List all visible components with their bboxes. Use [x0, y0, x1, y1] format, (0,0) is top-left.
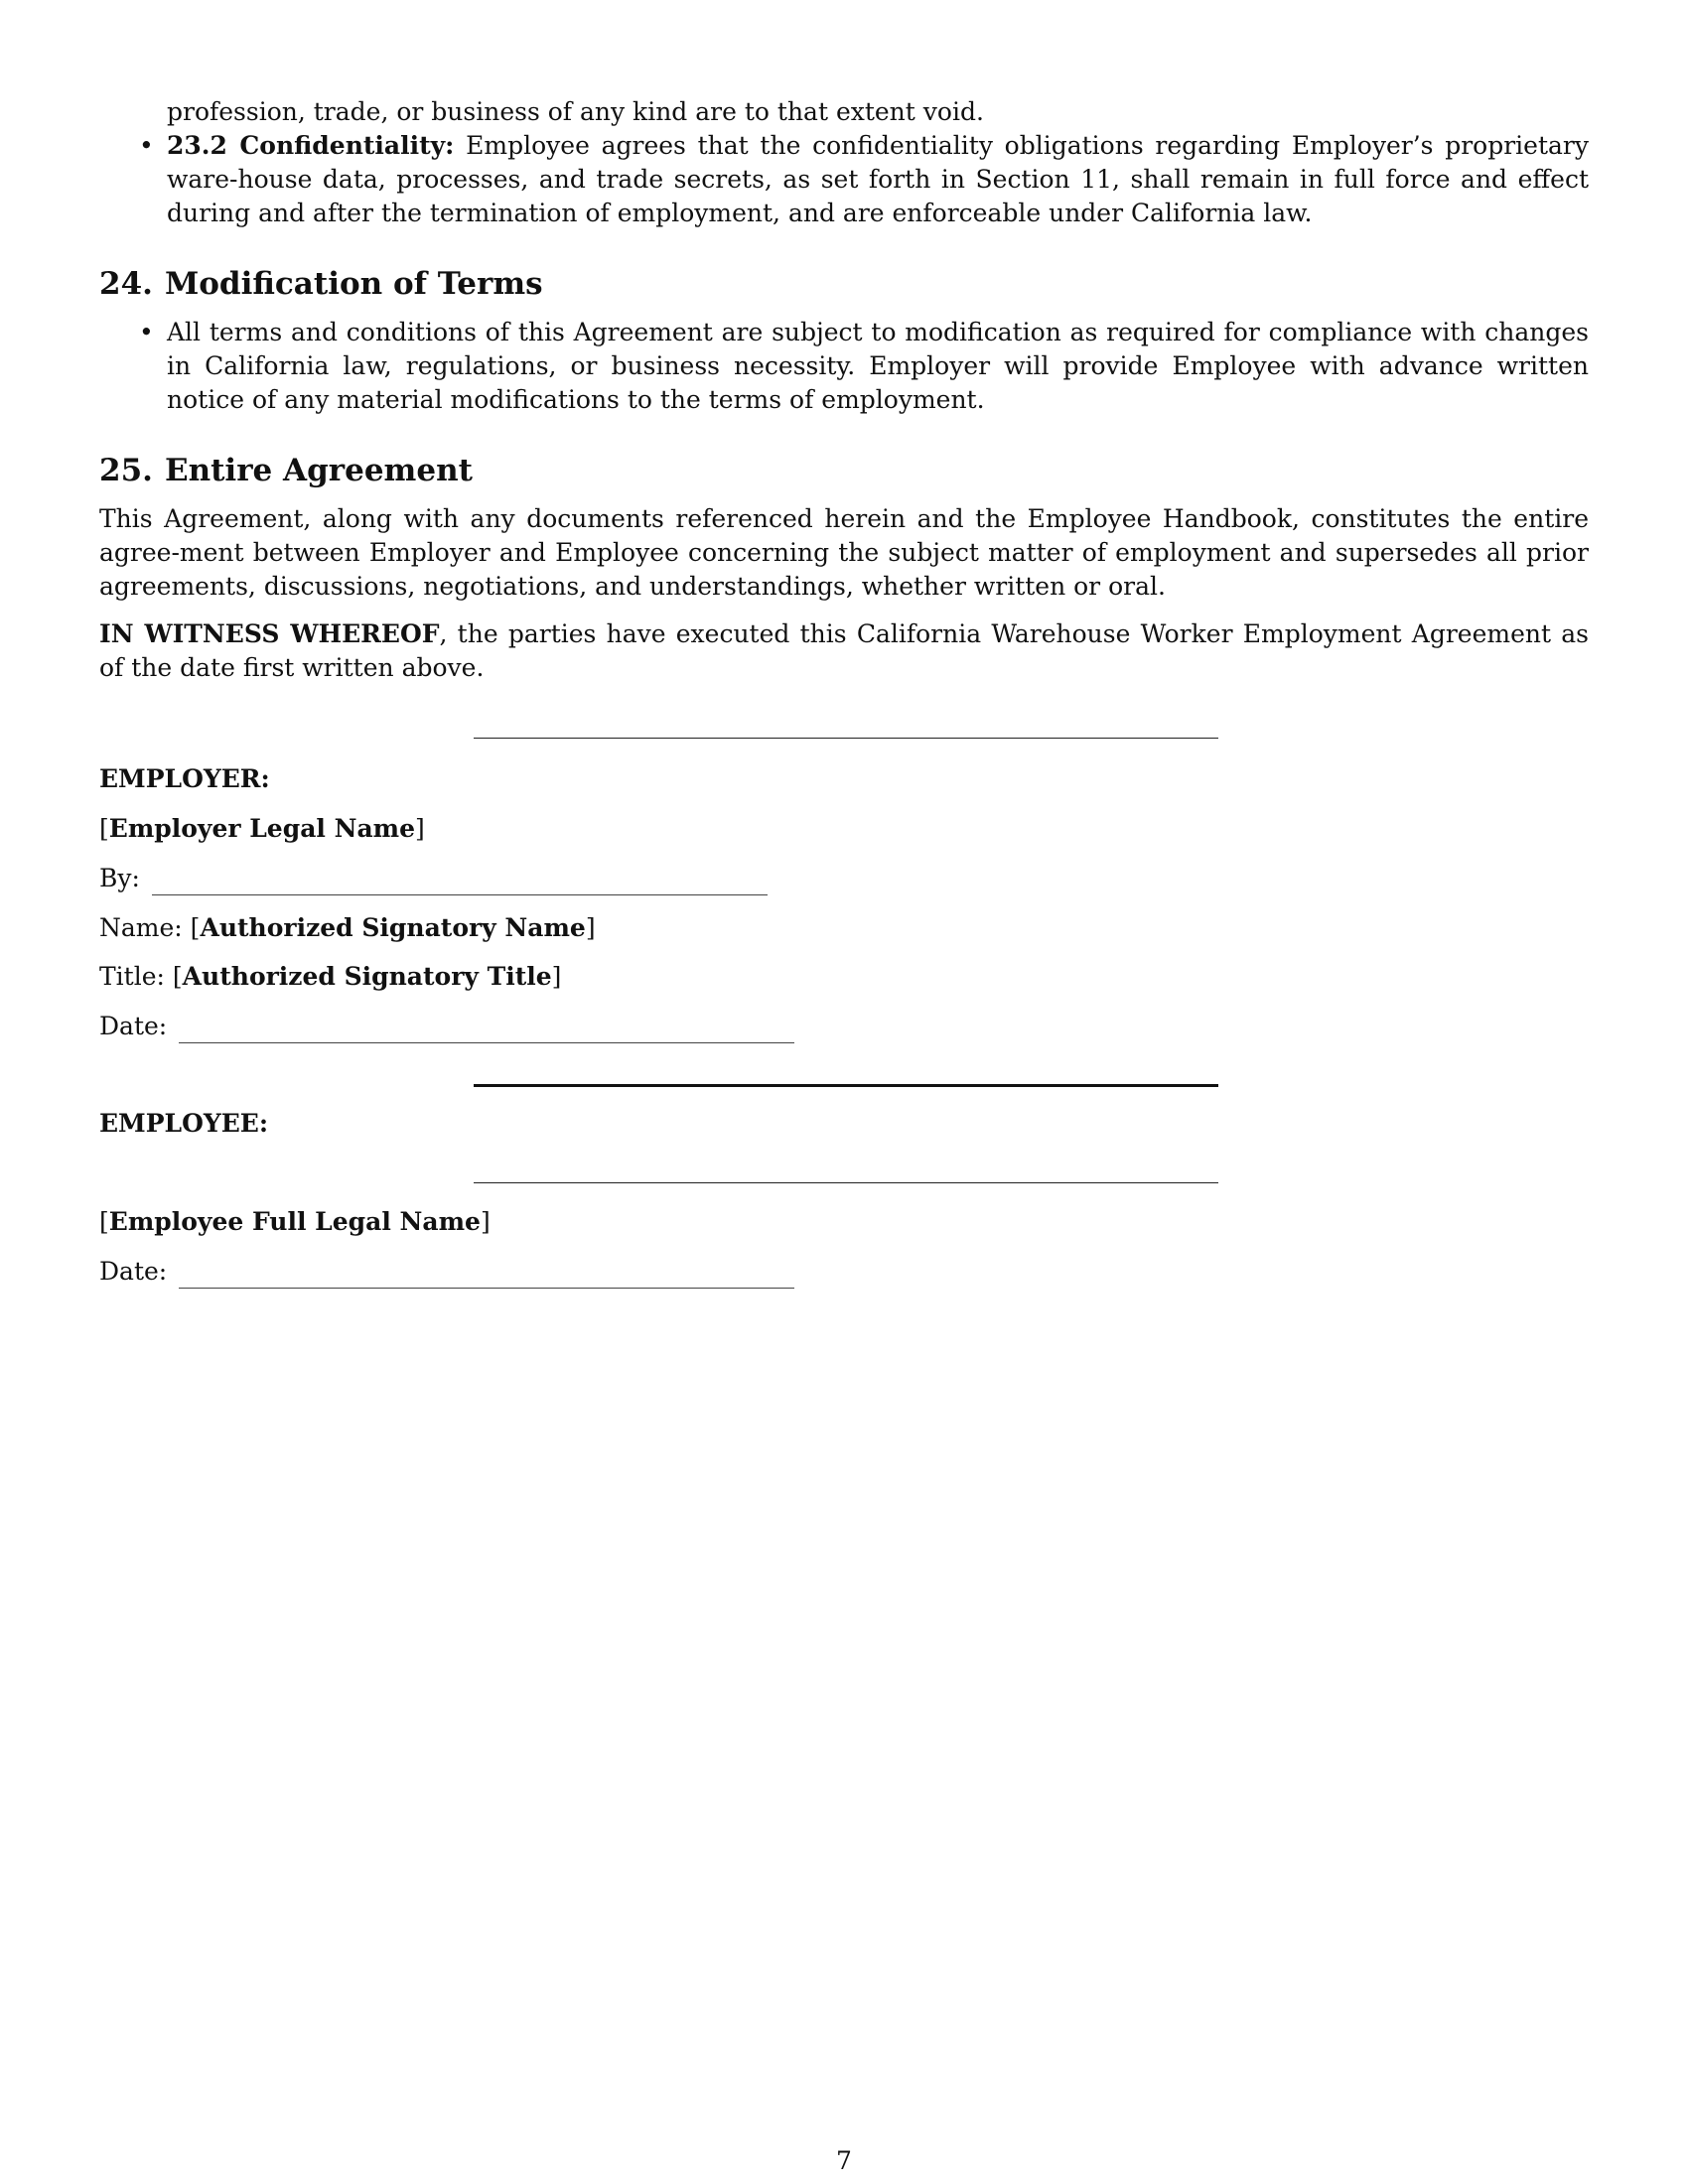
page-number: 7	[836, 2146, 852, 2175]
section-25-paragraph: This Agreement, along with any documents referenced herein and the Employee Handbook, constitutes the entire agree-ment between Employer and Employee concerning the subject matter of employment and supersedes all prior agreements, discussions, negotiations, and understandings, whether written or oral.	[99, 504, 1589, 601]
section-number: 25.	[99, 453, 153, 488]
divider-rule	[474, 738, 1218, 739]
date-label: Date:	[99, 1012, 168, 1040]
list-item-23-2	[99, 129, 1589, 230]
section-title: Entire Agreement	[164, 453, 473, 488]
employee-date-field[interactable]	[179, 1264, 794, 1289]
by-signature-field[interactable]	[152, 871, 768, 895]
employee-heading: EMPLOYEE:	[99, 1109, 269, 1138]
employer-date-field[interactable]	[179, 1019, 794, 1043]
section-title: Modification of Terms	[164, 266, 543, 302]
employer-heading: EMPLOYER:	[99, 764, 270, 793]
employer-legal-name: [Employer Legal Name]	[99, 814, 425, 843]
witness-text: , the parties have executed this California Warehouse Worker Employment Agreement as of the date first written above.	[99, 619, 1589, 682]
name-label: Name:	[99, 913, 183, 942]
witness-paragraph	[99, 617, 1589, 685]
document-body	[99, 95, 1589, 685]
divider-rule	[474, 1182, 1218, 1183]
title-value: Authorized Signatory Title	[182, 962, 552, 991]
list-item-24	[99, 316, 1589, 417]
employee-date-line[interactable]	[99, 1255, 794, 1289]
section-heading-24	[99, 264, 1589, 304]
continuation-text: profession, trade, or business of any kind are to that extent void.	[167, 97, 984, 126]
section-24-list	[99, 316, 1589, 417]
section-number: 24.	[99, 266, 153, 302]
section-23-list	[99, 129, 1589, 230]
title-label: Title:	[99, 962, 165, 991]
name-value: Authorized Signatory Name	[200, 913, 586, 942]
by-signature-line[interactable]	[99, 862, 768, 895]
employee-legal-name: [Employee Full Legal Name]	[99, 1207, 491, 1236]
item-text: All terms and conditions of this Agreement are subject to modification as required for compliance with changes in California law, regulations, or business necessity. Employer will provide Employee with advance written notice of any material modifications to the terms of employment.	[167, 318, 1589, 414]
date-label: Date:	[99, 1257, 168, 1286]
bullet-icon: •	[139, 318, 154, 346]
item-text: Employee agrees that the confidentiality obligations regarding Employer’s proprietary ware-house data, processes, and trade secrets, as set forth in Section 11, shall remain in full force and effect during and after the termination of employment, and are enforceable under California law.	[167, 131, 1589, 227]
item-label: 23.2 Confidentiality:	[167, 131, 455, 160]
section-heading-25	[99, 451, 1589, 490]
signatory-title: Title: [Authorized Signatory Title]	[99, 962, 562, 991]
signatory-name: Name: [Authorized Signatory Name]	[99, 913, 596, 942]
by-label: By:	[99, 864, 140, 892]
witness-lead: IN WITNESS WHEREOF	[99, 619, 440, 648]
divider-rule	[474, 1084, 1218, 1087]
employer-date-line[interactable]	[99, 1010, 794, 1043]
bullet-icon: •	[139, 131, 154, 160]
